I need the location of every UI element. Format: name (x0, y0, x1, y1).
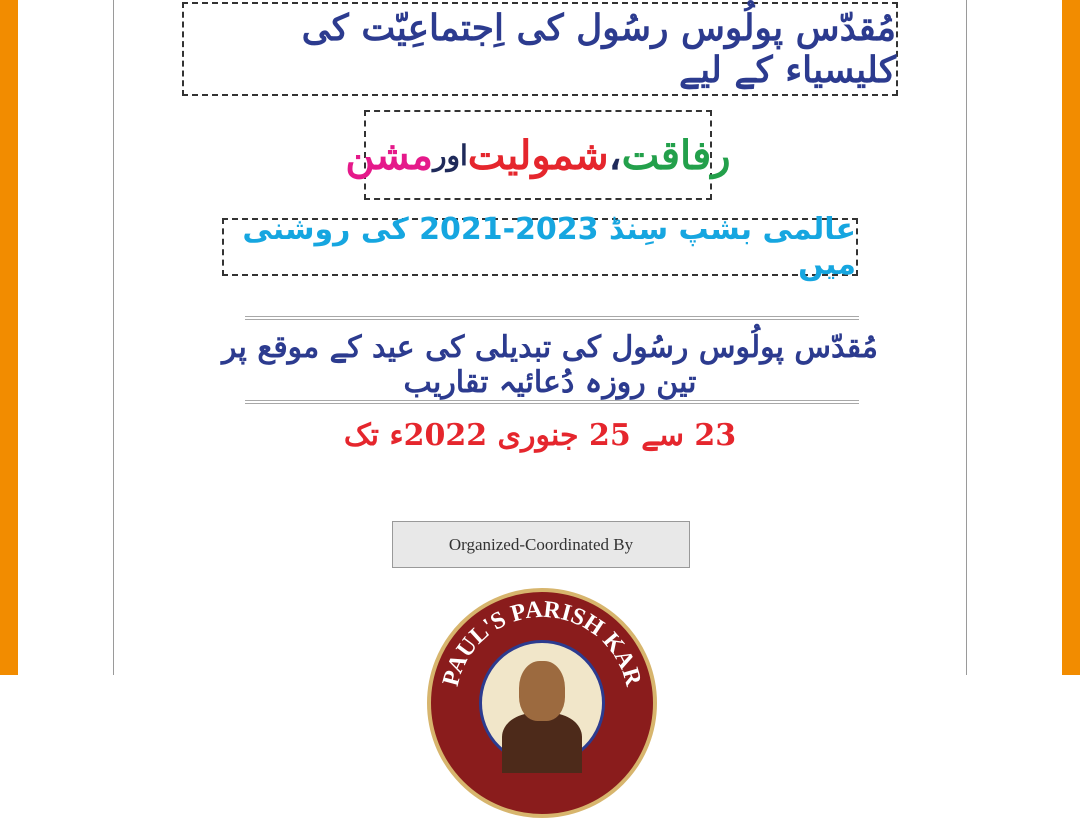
svg-text:PAUL'S PARISH KAR: PAUL'S PARISH KAR (437, 596, 647, 689)
theme-and: اور (432, 138, 468, 172)
title-box-themes (345, 110, 731, 200)
event-date: 23 سے 25 جنوری 2022ء تک (343, 418, 737, 453)
portrait-face (519, 661, 565, 721)
theme-mission: مشن (345, 131, 433, 179)
synod-title: عالمی بشپ سِنڈ 2023-2021 کی روشنی میں (242, 212, 856, 282)
seal-portrait (479, 640, 605, 766)
main-title: مُقدّس پولُوس رسُول کی اِجتماعِیّت کی کلیسیاء کے لیے (301, 7, 896, 91)
right-orange-border (1062, 0, 1080, 675)
title-box-synod (222, 212, 858, 282)
theme-communion: رفاقت (621, 131, 731, 179)
left-orange-border (0, 0, 18, 675)
parish-seal-logo (427, 588, 657, 818)
title-box-main (182, 2, 898, 96)
theme-participation: شمولیت (467, 131, 609, 179)
theme-separator: ، (608, 131, 622, 179)
event-subtitle: مُقدّس پولُوس رسُول کی تبدیلی کی عید کے موقع پر تین روزہ دُعائیہ تقاریب (222, 330, 878, 400)
organizer-label: Organized-Coordinated By (392, 521, 690, 568)
divider-top (245, 316, 859, 320)
portrait-robe (502, 713, 582, 773)
divider-bottom (245, 400, 859, 404)
